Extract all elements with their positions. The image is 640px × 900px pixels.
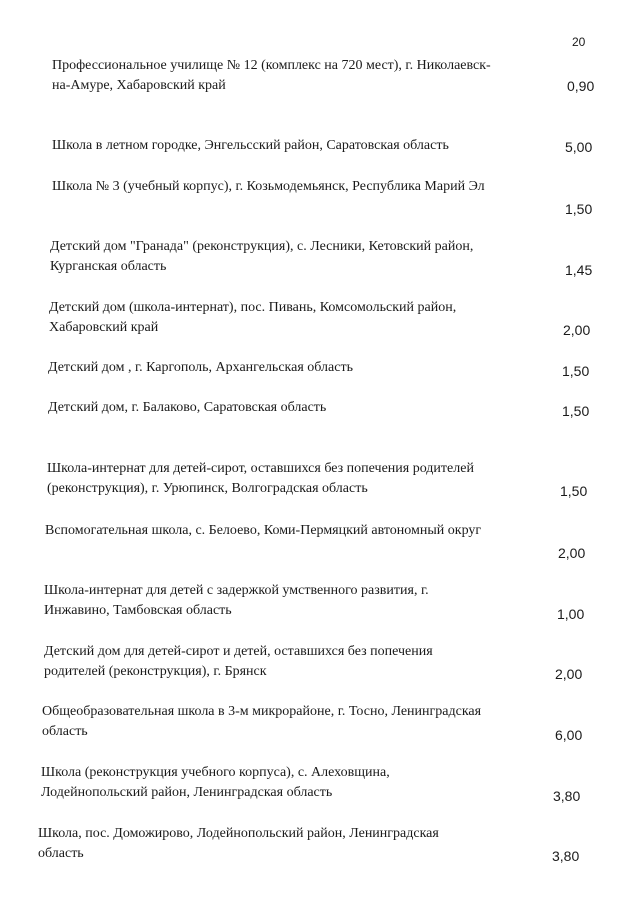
page-number: 20	[572, 35, 586, 49]
entry-value: 2,00	[558, 545, 586, 561]
entry-text: Школа, пос. Доможирово, Лодейнопольский район, Ленинградская область	[38, 826, 439, 861]
entry-text: Вспомогательная школа, с. Белоево, Коми-Пермяцкий автономный округ	[45, 523, 482, 538]
entry-text: Детский дом, г. Балаково, Саратовская область	[48, 400, 327, 415]
entry-text: Общеобразовательная школа в 3-м микрорайоне, г. Тосно, Ленинградская область	[42, 704, 482, 739]
entry-text: Школа в летном городке, Энгельсский район, Саратовская область	[52, 138, 449, 153]
entry-text: Детский дом для детей-сирот и детей, оставшихся без попечения родителей (реконструкция), г. Брянск	[44, 644, 433, 679]
entry-value: 1,50	[565, 201, 593, 217]
entry-value: 1,00	[557, 606, 585, 622]
entry-value: 3,80	[553, 788, 581, 804]
entry-text: Детский дом "Гранада" (реконструкция), с. Лесники, Кетовский район, Курганская область	[50, 239, 474, 274]
entry-value: 3,80	[552, 848, 580, 864]
entry-value: 2,00	[555, 666, 583, 682]
entry-value: 2,00	[563, 322, 591, 338]
entry-value: 1,50	[562, 403, 590, 419]
entry-text: Школа-интернат для детей-сирот, оставшихся без попечения родителей (реконструкция), г. Урюпинск, Волгоградская область	[47, 461, 474, 496]
entry-text: Школа-интернат для детей с задержкой умственного развития, г. Инжавино, Тамбовская область	[44, 583, 429, 618]
entry-value: 1,50	[562, 363, 590, 379]
entry-value: 5,00	[565, 139, 593, 155]
entry-value: 1,50	[560, 483, 588, 499]
entry-value: 0,90	[567, 78, 595, 94]
entry-text: Профессиональное училище № 12 (комплекс на 720 мест), г. Николаевск-на-Амуре, Хабаровский край	[52, 58, 491, 93]
entry-text: Детский дом , г. Каргополь, Архангельская область	[48, 360, 353, 375]
entry-value: 1,45	[565, 262, 593, 278]
entry-text: Школа № 3 (учебный корпус), г. Козьмодемьянск, Республика Марий Эл	[52, 179, 485, 194]
entry-text: Школа (реконструкция учебного корпуса), с. Алеховщина, Лодейнопольский район, Ленинградская область	[41, 765, 390, 800]
entry-value: 6,00	[555, 727, 583, 743]
entry-text: Детский дом (школа-интернат), пос. Пивань, Комсомольский район, Хабаровский край	[49, 300, 457, 335]
